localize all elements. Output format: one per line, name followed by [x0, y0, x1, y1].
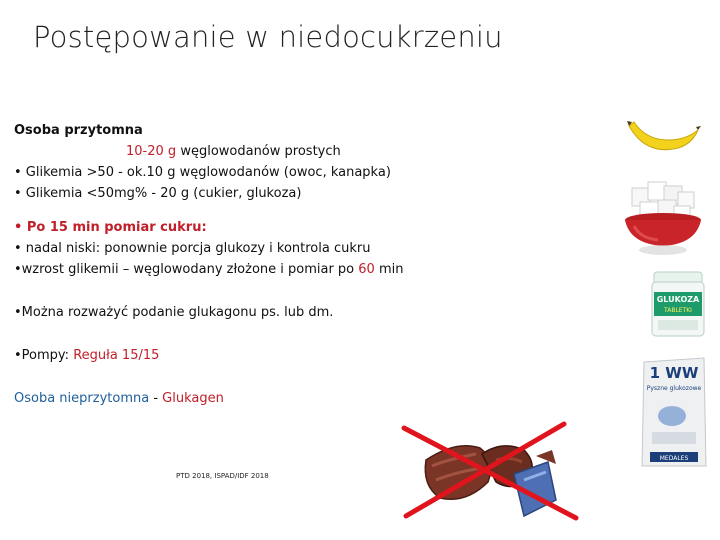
- package-sub: Pyszne glukozowe: [646, 385, 702, 392]
- carb-amount-line: [14, 141, 403, 162]
- bullet-pumps: [14, 345, 403, 366]
- glucose-package-image: [640, 356, 708, 468]
- carb-rest: węglowodanów prostych: [176, 144, 341, 159]
- glukoza-label-top: GLUKOZA: [656, 295, 700, 304]
- measure-prefix: •: [14, 220, 27, 235]
- rise-text: •wzrost glikemii – węglowodany złożone i pomiar po: [14, 262, 359, 277]
- unconscious-action: Glukagen: [162, 391, 224, 406]
- bullet-glucagon: •Można rozważyć podanie glukagonu ps. lub dm.: [14, 305, 334, 320]
- unconscious-label: Osoba nieprzytomna: [14, 391, 150, 406]
- package-brand: 1 WW: [649, 364, 699, 382]
- bullet-glycemia-below-50: • Glikemia <50mg% - 20 g (cukier, glukoza): [14, 186, 302, 201]
- conscious-heading: Osoba przytomna: [14, 123, 143, 138]
- rise-num: 60: [358, 262, 375, 277]
- measure-heading: [14, 217, 403, 238]
- glukoza-label-bottom: TABLETKI: [664, 307, 692, 314]
- glucose-tablets-image: [650, 270, 706, 338]
- bullet-glycemia-rise: [14, 259, 403, 280]
- carb-amount: 10-20: [126, 144, 164, 159]
- measure-text: Po 15 min pomiar cukru:: [26, 220, 207, 235]
- carb-unit: g: [167, 144, 177, 159]
- package-bottom: MEDALES: [659, 455, 689, 462]
- unconscious-line: [14, 388, 403, 409]
- sugar-bowl-image: [620, 178, 706, 258]
- crossed-chocolates-image: [396, 420, 582, 524]
- slide-body: [14, 120, 403, 409]
- pumps-prefix: •Pompy:: [14, 348, 74, 363]
- bullet-still-low: • nadal niski: ponownie porcja glukozy i kontrola cukru: [14, 241, 371, 256]
- slide-title: Postępowanie w niedocukrzeniu: [33, 20, 503, 54]
- rise-suffix: min: [374, 262, 404, 277]
- footnote: PTD 2018, ISPAD/IDF 2018: [176, 472, 269, 480]
- unconscious-sep: -: [149, 391, 163, 406]
- bullet-glycemia-above-50: • Glikemia >50 - ok.10 g węglowodanów (owoc, kanapka): [14, 165, 391, 180]
- banana-image: [626, 112, 702, 158]
- pumps-rule: Reguła 15/15: [73, 348, 160, 363]
